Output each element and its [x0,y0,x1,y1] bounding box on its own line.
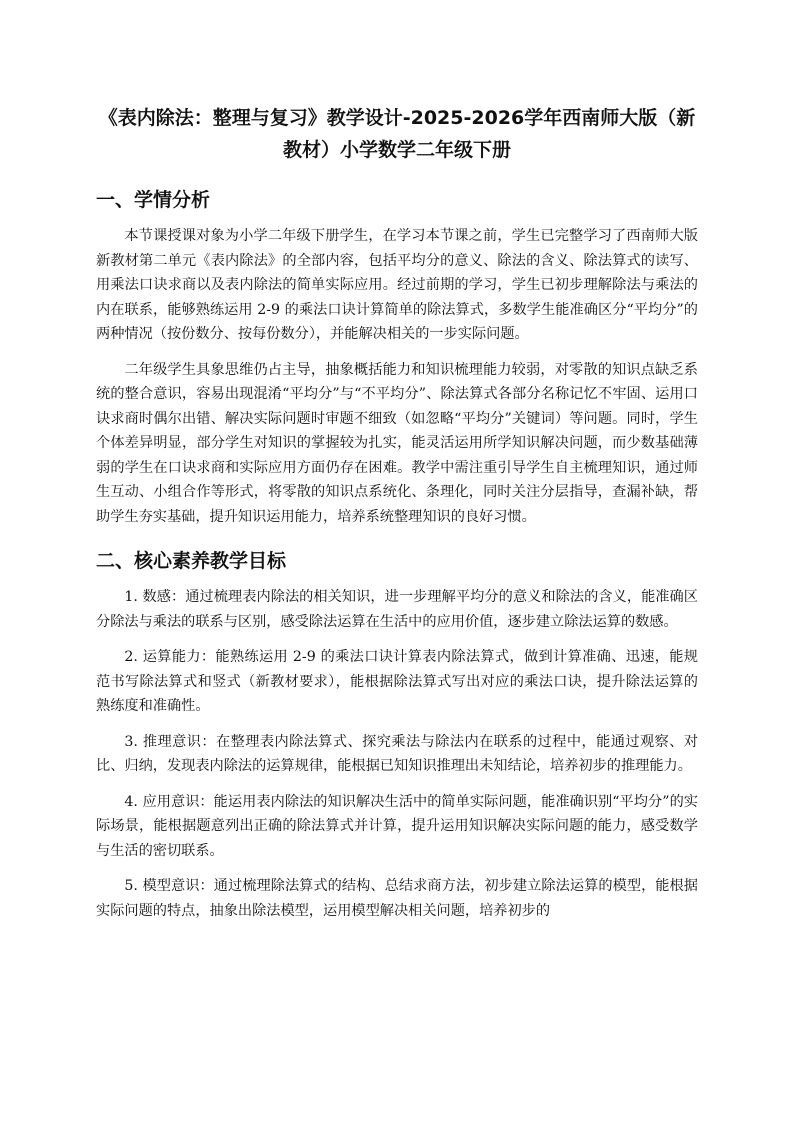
goal-item-computation: 2. 运算能力：能熟练运用 2-9 的乘法口诀计算表内除法算式，做到计算准确、迅速，能规范书写除法算式和竖式（新教材要求），能根据除法算式写出对应的乘法口诀，提升除法运算的熟练度和准确性。 [96,649,698,714]
learning-analysis-paragraph: 本节课授课对象为小学二年级下册学生，在学习本节课之前，学生已完整学习了西南师大版新教材第二单元《表内除法》的全部内容，包括平均分的意义、除法的含义、除法算式的读写、用乘法口诀求商以及表内除法的简单实际应用。经过前期的学习，学生已初步理解除法与乘法的内在联系，能够熟练运用 2-9 的乘法口诀计算简单的除法算式，多数学生能准确区分“平均分”的两种情况（按份数分、按每份数分），并能解决相关的一步实际问题。 [96,228,698,342]
goal-item-modeling: 5. 模型意识：通过梳理除法算式的结构、总结求商方法，初步建立除法运算的模型，能根据实际问题的特点，抽象出除法模型，运用模型解决相关问题，培养初步的 [96,878,698,919]
core-literacy-goal-list [96,585,698,923]
goal-item-number-sense: 1. 数感：通过梳理表内除法的相关知识，进一步理解平均分的意义和除法的含义，能准确区分除法与乘法的联系与区别，感受除法运算在生活中的应用价值，逐步建立除法运算的数感。 [96,589,698,630]
section-heading-core-literacy-goals: 二、核心素养教学目标 [96,550,287,572]
document-title: 《表内除法：整理与复习》教学设计-2025-2026学年西南师大版（新教材）小学数学二年级下册 [98,107,696,161]
learning-analysis-paragraph: 二年级学生具象思维仍占主导，抽象概括能力和知识梳理能力较弱，对零散的知识点缺乏系统的整合意识，容易出现混淆“平均分”与“不平均分”、除法算式各部分名称记忆不牢固、运用口诀求商时偶尔出错、解决实际问题时审题不细致（如忽略“平均分”关键词）等问题。同时，学生个体差异明显，部分学生对知识的掌握较为扎实，能灵活运用所学知识解决问题，而少数基础薄弱的学生在口诀求商和实际应用方面仍存在困难。教学中需注重引导学生自主梳理知识，通过师生互动、小组合作等形式，将零散的知识点系统化、条理化，同时关注分层指导，查漏补缺，帮助学生夯实基础，提升知识运用能力，培养系统整理知识的良好习惯。 [96,361,698,525]
goal-item-application: 4. 应用意识：能运用表内除法的知识解决生活中的简单实际问题，能准确识别“平均分”的实际场景，能根据题意列出正确的除法算式并计算，提升运用知识解决实际问题的能力，感受数学与生活的密切联系。 [96,793,698,859]
section-heading-learning-analysis: 一、学情分析 [96,189,211,211]
goal-item-reasoning: 3. 推理意识：在整理表内除法算式、探究乘法与除法内在联系的过程中，能通过观察、对比、归纳，发现表内除法的运算规律，能根据已知知识推理出未知结论，培养初步的推理能力。 [96,733,698,774]
